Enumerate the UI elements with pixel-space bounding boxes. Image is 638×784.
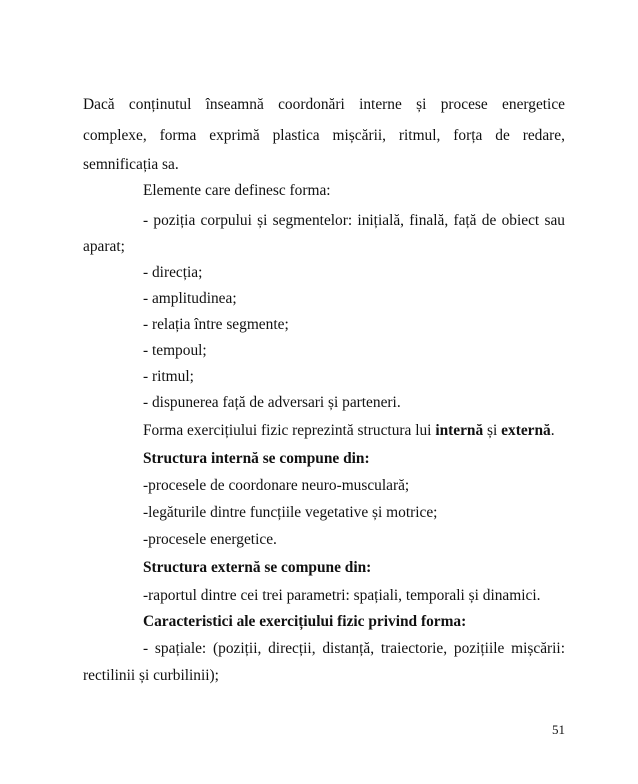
structure-sentence-conj: și [483,422,502,439]
internal-structure-item: -procesele energetice. [143,531,277,548]
characteristics-spatial-line-1: - spațiale: (poziții, direcții, distanță, traiectorie, pozițiile mișcării: [143,640,565,657]
structure-sentence [143,421,565,441]
structure-sentence-prefix: Forma exercițiului fizic reprezintă structura lui [143,422,436,439]
internal-structure-item: -legăturile dintre funcțiile vegetative și motrice; [143,504,438,521]
element-rhythm: - ritmul; [143,368,194,385]
structure-external-term: externă [501,422,551,439]
structure-internal-term: internă [435,422,484,439]
paragraph-1-line-2: complexe, forma exprimă plastica mișcării, ritmul, forța de redare, [83,127,565,144]
element-position-line-2: aparat; [83,238,125,255]
characteristics-heading: Caracteristici ale exercițiului fizic privind forma: [143,613,467,630]
paragraph-1-line-3: semnificația sa. [83,156,179,173]
element-relation: - relația între segmente; [143,316,289,333]
internal-structure-item: -procesele de coordonare neuro-musculară; [143,477,410,494]
elements-intro: Elemente care definesc forma: [143,182,331,199]
page-number: 51 [552,722,565,737]
internal-structure-heading: Structura internă se compune din: [143,450,370,467]
element-amplitude: - amplitudinea; [143,290,237,307]
element-direction: - direcția; [143,264,203,281]
element-tempo: - tempoul; [143,342,207,359]
element-position-line-1: - poziția corpului și segmentelor: inițială, finală, față de obiect sau [143,212,565,229]
paragraph-1-line-1: Dacă conținutul înseamnă coordonări interne și procese energetice [83,96,565,113]
characteristics-spatial-line-2: rectilinii și curbilinii); [83,667,219,684]
external-structure-heading: Structura externă se compune din: [143,559,372,576]
structure-sentence-end: . [550,422,555,439]
element-arrangement: - dispunerea față de adversari și parteneri. [143,394,401,411]
external-structure-item: -raportul dintre cei trei parametri: spațiali, temporali și dinamici. [143,587,541,604]
